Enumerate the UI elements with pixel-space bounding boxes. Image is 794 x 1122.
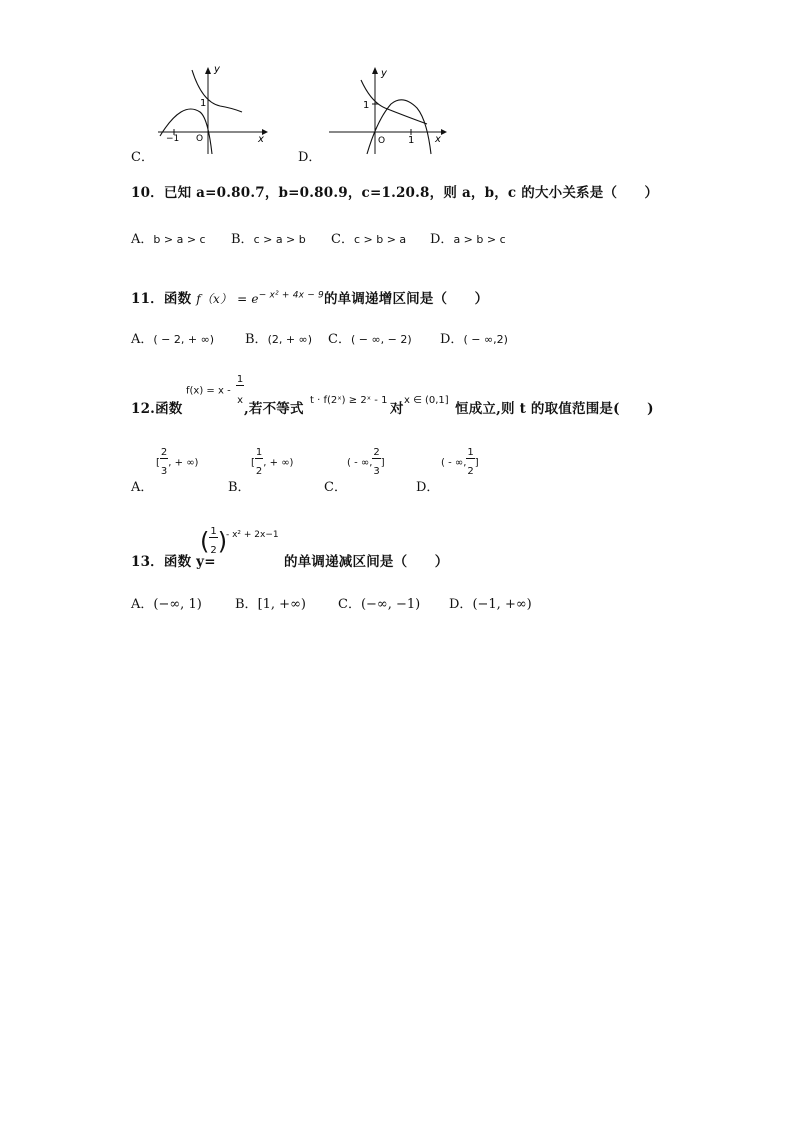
q12-option-c-interval	[347, 448, 385, 477]
q12-option-b-interval	[251, 448, 293, 477]
y-axis-label: y	[214, 64, 220, 75]
option-text: b > a > c	[153, 233, 206, 246]
q10-option-b[interactable]	[231, 228, 306, 247]
option-label: B．	[231, 232, 254, 247]
function-fraction	[236, 375, 244, 406]
function-left: f(x) = x -	[186, 385, 231, 397]
question-12-text-1: ,若不等式	[244, 401, 304, 417]
interval-right: , + ∞)	[263, 457, 294, 469]
x-axis-label: x	[435, 134, 441, 145]
option-label: A．	[131, 332, 154, 347]
fraction-numerator: 1	[210, 526, 217, 537]
q13-option-a[interactable]	[131, 593, 202, 612]
question-12-text-3: 恒成立,则 t 的取值范围是( )	[455, 401, 654, 417]
option-c-label: C．	[131, 150, 154, 165]
fraction-denominator: 2	[255, 466, 263, 477]
option-text: c > a > b	[253, 233, 306, 246]
option-text: (−∞, 1)	[153, 597, 202, 612]
option-text: (−1, +∞)	[472, 597, 532, 612]
q12-option-a-interval	[156, 448, 198, 477]
option-text: ( − ∞,2)	[463, 333, 508, 346]
fraction-denominator: 2	[467, 466, 474, 477]
option-label: C．	[338, 597, 361, 612]
fraction-numerator: 1	[467, 447, 474, 458]
q13-option-b[interactable]	[235, 593, 306, 612]
y-one-label: 1	[363, 100, 370, 111]
y-axis-arrow	[205, 67, 211, 74]
question-13-prefix: 13．函数 y=	[131, 554, 216, 570]
q13-function-base	[200, 527, 227, 556]
question-11-stem	[131, 287, 488, 307]
function-base: = e	[237, 292, 259, 306]
q12-function	[186, 375, 244, 406]
interval-left: [	[156, 457, 160, 469]
minus-one-label: −1	[166, 134, 180, 144]
interval-right: ]	[380, 457, 385, 469]
interval-right: , + ∞)	[168, 457, 199, 469]
option-text: c > b > a	[353, 233, 407, 246]
option-label: B．	[235, 597, 258, 612]
option-text: ( − ∞, − 2)	[350, 333, 412, 346]
origin-label: O	[196, 134, 204, 144]
q12-option-c-label[interactable]: C．	[324, 480, 347, 495]
question-number: 11．函数	[131, 291, 192, 307]
question-text: 的单调递增区间是（ ）	[323, 291, 489, 307]
function-name: f（x）	[196, 292, 233, 306]
option-text: (−∞, −1)	[360, 597, 421, 612]
option-d-label: D．	[298, 150, 322, 165]
option-label: B．	[245, 332, 268, 347]
option-text: (2, + ∞)	[267, 333, 313, 346]
function-exponent: − x² + 4x − 9	[258, 290, 324, 301]
fraction-denominator: 3	[160, 466, 168, 477]
interval-fraction	[372, 448, 380, 477]
question-12-prefix: 12.函数	[131, 401, 183, 417]
interval-left: ( - ∞,	[441, 457, 467, 469]
interval-right: ]	[474, 457, 479, 469]
graph-option-d	[325, 62, 450, 158]
q12-option-a-label[interactable]: A．	[131, 480, 154, 495]
q12-inequality: t · f(2ˣ) ≥ 2ˣ - 1	[310, 395, 388, 406]
base-fraction	[209, 527, 217, 556]
q10-option-d[interactable]	[430, 228, 506, 247]
fraction-denominator: x	[237, 395, 244, 406]
option-label: D．	[430, 232, 454, 247]
x-one-label: 1	[408, 135, 415, 146]
interval-fraction	[466, 448, 474, 477]
q11-option-c[interactable]	[328, 328, 412, 347]
fraction-numerator: 2	[160, 447, 168, 458]
option-text: ( − 2, + ∞)	[153, 333, 215, 346]
question-13-text: 的单调递减区间是（ ）	[284, 554, 449, 570]
y-axis-label: y	[381, 68, 387, 79]
option-label: D．	[440, 332, 464, 347]
option-label: C．	[328, 332, 351, 347]
y-intercept-label: 1	[200, 98, 207, 109]
question-10-stem: 10．已知 a=0.80.7，b=0.80.9，c=1.20.8，则 a，b，c 的大小关系是（ ）	[131, 185, 659, 201]
q13-option-d[interactable]	[449, 593, 532, 612]
q12-domain: x ∈ (0,1]	[404, 395, 449, 406]
q10-option-a[interactable]	[131, 228, 206, 247]
interval-left: ( - ∞,	[347, 457, 373, 469]
q12-option-d-label[interactable]: D．	[416, 480, 440, 495]
fraction-numerator: 1	[236, 374, 244, 385]
option-label: C．	[331, 232, 354, 247]
fraction-denominator: 3	[373, 466, 380, 477]
question-12-text-2: 对	[390, 401, 404, 417]
origin-label: O	[378, 136, 386, 146]
q10-option-c[interactable]	[331, 228, 406, 247]
q11-option-d[interactable]	[440, 328, 508, 347]
fraction-numerator: 1	[255, 447, 263, 458]
q13-exponent: - x² + 2x−1	[226, 530, 279, 540]
option-text: [1, +∞)	[257, 597, 306, 612]
parabola-curve	[367, 100, 431, 154]
q12-option-b-label[interactable]: B．	[228, 480, 251, 495]
x-axis-label: x	[258, 134, 264, 145]
x-axis-arrow	[441, 129, 447, 135]
graph-option-c	[150, 62, 270, 158]
left-paren: (	[200, 527, 210, 556]
y-axis-arrow	[372, 67, 378, 74]
option-label: D．	[449, 597, 473, 612]
fraction-numerator: 2	[373, 447, 380, 458]
fraction-denominator: 2	[210, 545, 217, 556]
interval-left: [	[251, 457, 255, 469]
q11-option-a[interactable]	[131, 328, 214, 347]
q12-option-d-interval	[441, 448, 479, 477]
option-text: a > b > c	[453, 233, 506, 246]
q13-option-c[interactable]	[338, 593, 420, 612]
option-label: A．	[131, 232, 154, 247]
right-paren: )	[217, 527, 228, 556]
q11-option-b[interactable]	[245, 328, 312, 347]
option-label: A．	[131, 597, 154, 612]
